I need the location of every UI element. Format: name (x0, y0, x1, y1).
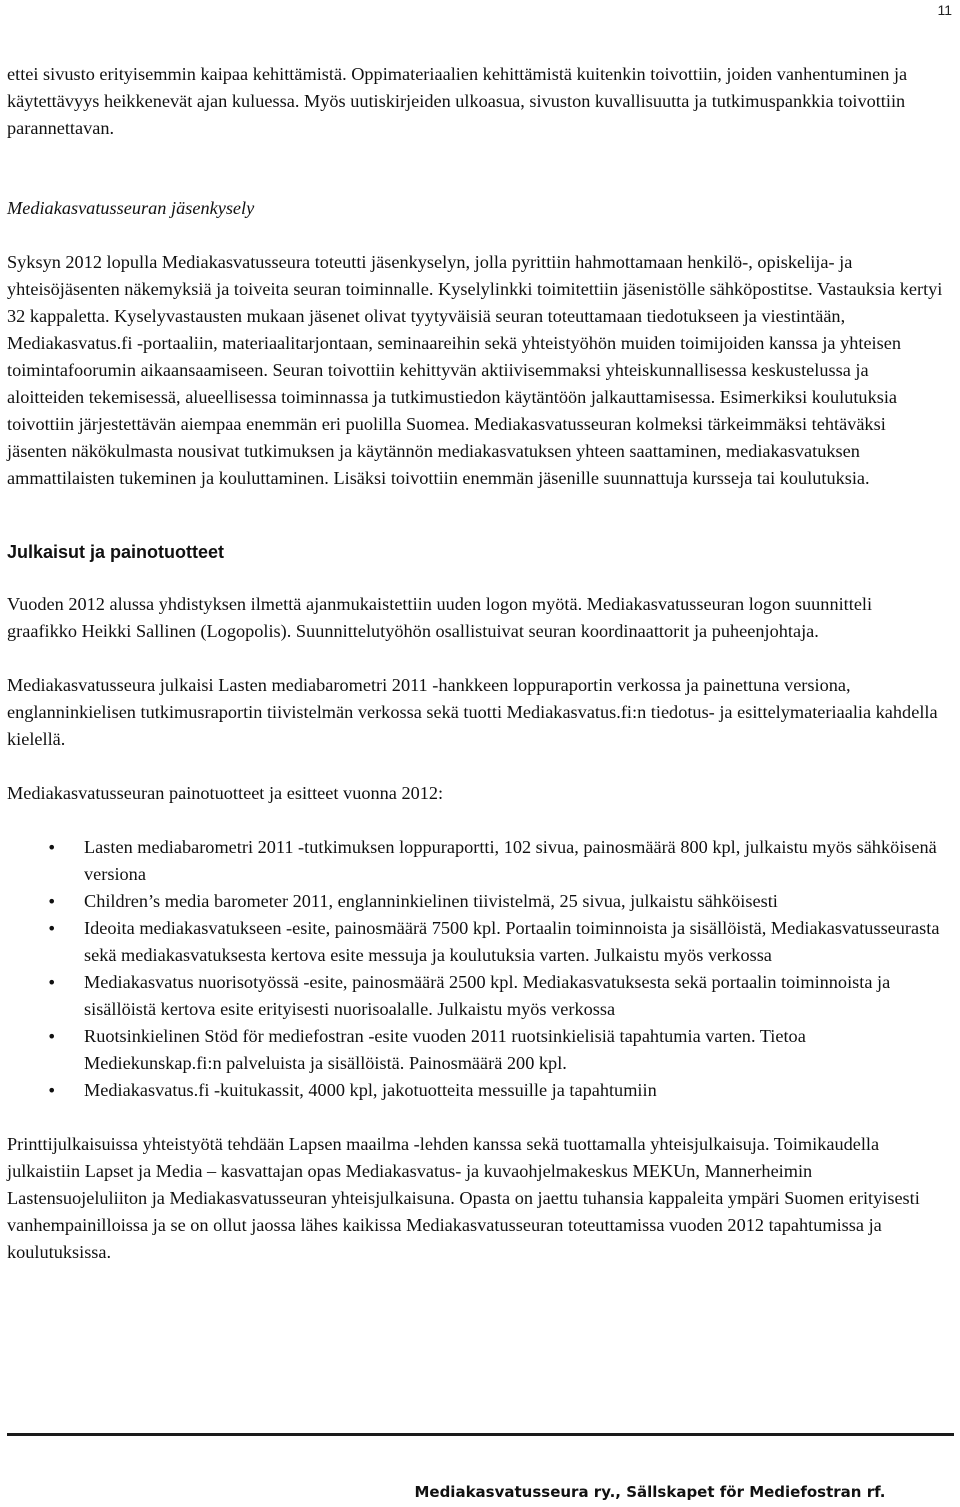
list-item-text: Mediakasvatus nuorisotyössä -esite, painosmäärä 2500 kpl. Mediakasvatuksesta sekä portaalin toiminnoista ja sisällöistä kertova esite erityisesti nuorisoalalle. Julkaistu myös verkossa (84, 972, 891, 1019)
bullet-icon: • (47, 973, 57, 992)
list-item (7, 834, 945, 888)
survey-paragraph: Syksyn 2012 lopulla Mediakasvatusseura toteutti jäsenkyselyn, jolla pyrittiin hahmottamaan henkilö-, opiskelija- ja yhteisöjäsenten näkemyksiä ja toiveita seuran toiminnalle. Kyselylinkki toimitettiin jäsenistölle sähköpostitse. Vastauksia kertyi 32 kappaletta. Kyselyvastausten mukaan jäsenet olivat tyytyväisiä seuran toteuttamaan tiedotukseen ja viestintään, Mediakasvatus.fi -portaaliin, materiaalitarjontaan, seminaareihin sekä yhteistyöhön muiden toimijoiden kanssa ja yhteisen toimintafoorumin aikaansaamiseen. Seuran toivottiin kehittyvän aktiivisemmaksi yhteiskunnallisessa keskustelussa ja aloitteiden tekemisessä, alueellisessa toiminnassa ja tutkimustiedon käytäntöön jalkauttamisessa. Esimerkiksi koulutuksia toivottiin järjestettävän aiempaa enemmän eri puolilla Suomea. Mediakasvatusseuran kolmeksi tärkeimmäksi tehtäväksi jäsenten näkökulmasta nousivat tutkimuksen ja käytännön mediakasvatuksen yhteen saattaminen, mediakasvatuksen ammattilaisten tukeminen ja kouluttaminen. Lisäksi toivottiin enemmän jäsenille suunnattuja kursseja tai koulutuksia. (7, 252, 943, 488)
publications-intro: Mediakasvatusseuran painotuotteet ja esitteet vuonna 2012: (7, 783, 444, 803)
list-item (7, 969, 945, 1023)
list-item (7, 888, 945, 915)
survey-heading: Mediakasvatusseuran jäsenkysely (7, 198, 255, 218)
footer-divider (7, 1433, 954, 1436)
bullet-icon: • (47, 1027, 57, 1046)
list-item (7, 915, 945, 969)
page-footer: Mediakasvatusseura ry., Sällskapet för Mediefostran rf. (414, 1483, 886, 1501)
list-item-text: Lasten mediabarometri 2011 -tutkimuksen loppuraportti, 102 sivua, painosmäärä 800 kpl, julkaistu myös sähköisenä versiona (84, 837, 937, 884)
list-item (7, 1023, 945, 1077)
logo-paragraph: Vuoden 2012 alussa yhdistyksen ilmettä ajanmukaistettiin uuden logon myötä. Mediakasvatusseuran logon suunnitteli graafikko Heikki Sallinen (Logopolis). Suunnittelutyöhön osallistuivat seuran koordinaattorit ja puheenjohtaja. (7, 594, 873, 641)
list-item-text: Mediakasvatus.fi -kuitukassit, 4000 kpl, jakotuotteita messuille ja tapahtumiin (84, 1080, 657, 1100)
document-body (7, 61, 945, 1266)
barometer-paragraph: Mediakasvatusseura julkaisi Lasten mediabarometri 2011 -hankkeen loppuraportin verkossa ja painettuna versiona, englanninkielisen tutkimusraportin tiivistelmän verkossa sekä tuotti Mediakasvatus.fi:n tiedotus- ja esittelymateriaalia kahdella kielellä. (7, 675, 938, 749)
list-item-text: Ruotsinkielinen Stöd för mediefostran -esite vuoden 2011 ruotsinkielisiä tapahtumia varten. Tietoa Mediekunskap.fi:n palveluista ja sisällöistä. Painosmäärä 200 kpl. (84, 1026, 806, 1073)
list-item-text: Ideoita mediakasvatukseen -esite, painosmäärä 7500 kpl. Portaalin toiminnoista ja sisällöistä, Mediakasvatusseurasta sekä mediakasvatuksesta kertova esite messuja ja koulutuksia varten. Julkaistu myös verkossa (84, 918, 940, 965)
list-item (7, 1077, 945, 1104)
publications-list (7, 834, 945, 1104)
bullet-icon: • (47, 1081, 57, 1100)
page-number: 11 (937, 2, 952, 18)
bullet-icon: • (47, 919, 57, 938)
intro-paragraph: ettei sivusto erityisemmin kaipaa kehittämistä. Oppimateriaalien kehittämistä kuitenkin toivottiin, joiden vanhentuminen ja käytettävyys heikkenevät ajan kuluessa. Myös uutiskirjeiden ulkoasua, sivuston kuvallisuutta ja tutkimuspankkia toivottiin parannettavan. (7, 64, 908, 138)
bullet-icon: • (47, 838, 57, 857)
cooperation-paragraph: Printtijulkaisuissa yhteistyötä tehdään Lapsen maailma -lehden kanssa sekä tuottamalla yhteisjulkaisuja. Toimikaudella julkaistiin Lapset ja Media – kasvattajan opas Mediakasvatus- ja kuvaohjelmakeskus MEKUn, Mannerheimin Lastensuojeluliiton ja Mediakasvatusseuran yhteisjulkaisuna. Opasta on jaettu tuhansia kappaleita ympäri Suomen erityisesti vanhempainilloissa ja se on ollut jaossa lähes kaikissa Mediakasvatusseuran toteuttamissa vuoden 2012 tapahtumissa ja koulutuksissa. (7, 1134, 920, 1262)
list-item-text: Children’s media barometer 2011, englanninkielinen tiivistelmä, 25 sivua, julkaistu sähköisesti (84, 891, 778, 911)
bullet-icon: • (47, 892, 57, 911)
section-heading: Julkaisut ja painotuotteet (7, 542, 225, 562)
